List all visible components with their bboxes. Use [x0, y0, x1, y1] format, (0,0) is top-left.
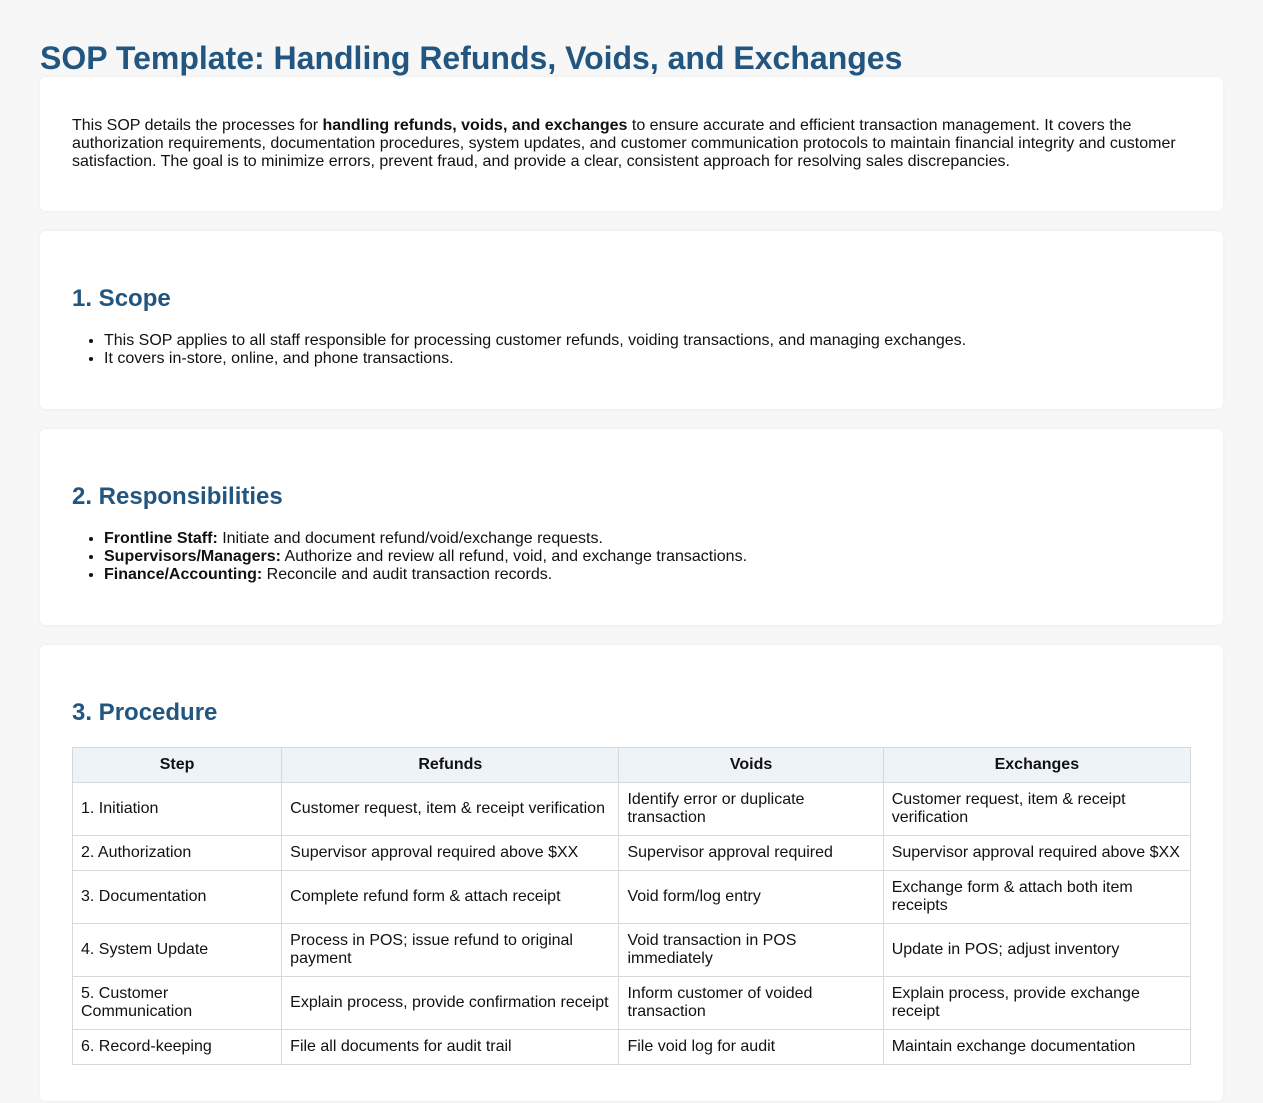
scope-heading: 1. Scope [72, 285, 171, 312]
intro-text-after: to ensure accurate and efficient transaction management. It covers the authorization requirements, documentation procedures, system updates, and customer communication protocols to maintain financial integrity and customer satisfaction. The goal is to minimize errors, prevent fraud, and provide a clear, consistent approach for resolving sales discrepancies. [72, 117, 1176, 170]
table-cell: Explain process, provide confirmation receipt [282, 977, 619, 1030]
table-row [73, 924, 1191, 977]
table-cell: Exchange form & attach both item receipts [883, 871, 1190, 924]
table-row [73, 977, 1191, 1030]
table-cell: Supervisor approval required above $XX [282, 836, 619, 871]
table-row [73, 1030, 1191, 1065]
responsibilities-list [80, 530, 747, 584]
table-cell: 3. Documentation [73, 871, 282, 924]
table-header-row [73, 748, 1191, 783]
role-description: Reconcile and audit transaction records. [262, 566, 553, 583]
responsibilities-heading: 2. Responsibilities [72, 483, 283, 510]
intro-card [40, 77, 1223, 211]
table-cell: File void log for audit [619, 1030, 883, 1065]
column-header-voids: Voids [619, 748, 883, 783]
table-cell: Explain process, provide exchange receipt [883, 977, 1190, 1030]
table-row [73, 836, 1191, 871]
table-cell: Customer request, item & receipt verification [883, 783, 1190, 836]
table-cell: 5. Customer Communication [73, 977, 282, 1030]
column-header-refunds: Refunds [282, 748, 619, 783]
table-cell: Complete refund form & attach receipt [282, 871, 619, 924]
role-label: Supervisors/Managers: [104, 548, 281, 565]
list-item [104, 548, 747, 566]
table-cell: Update in POS; adjust inventory [883, 924, 1190, 977]
table-cell: Supervisor approval required above $XX [883, 836, 1190, 871]
table-cell: 1. Initiation [73, 783, 282, 836]
column-header-step: Step [73, 748, 282, 783]
list-item: • This SOP applies to all staff responsible for processing customer refunds, voiding transactions, and managing exchanges. [104, 332, 966, 350]
table-cell: 2. Authorization [73, 836, 282, 871]
table-cell: Inform customer of voided transaction [619, 977, 883, 1030]
role-label: Finance/Accounting: [104, 566, 263, 583]
table-cell: Identify error or duplicate transaction [619, 783, 883, 836]
table-cell: 4. System Update [73, 924, 282, 977]
role-description: Authorize and review all refund, void, and exchange transactions. [280, 548, 748, 565]
table-cell: File all documents for audit trail [282, 1030, 619, 1065]
table-row [73, 871, 1191, 924]
table-row [73, 783, 1191, 836]
column-header-exchanges: Exchanges [883, 748, 1190, 783]
responsibilities-card [40, 429, 1223, 625]
table-cell: Void transaction in POS immediately [619, 924, 883, 977]
procedure-table [72, 747, 1191, 1065]
table-cell: Process in POS; issue refund to original payment [282, 924, 619, 977]
intro-paragraph [72, 117, 1192, 171]
scope-card [40, 231, 1223, 409]
role-label: Frontline Staff: [104, 530, 218, 547]
table-cell: Customer request, item & receipt verification [282, 783, 619, 836]
scope-list [80, 332, 966, 368]
list-item [104, 566, 747, 584]
page-title: SOP Template: Handling Refunds, Voids, and Exchanges [40, 40, 903, 76]
procedure-heading: 3. Procedure [72, 699, 218, 726]
table-cell: Maintain exchange documentation [883, 1030, 1190, 1065]
procedure-card [40, 645, 1223, 1101]
intro-text-bold: handling refunds, voids, and exchanges [322, 117, 628, 134]
intro-text-before: This SOP details the processes for [72, 117, 323, 134]
table-cell: Void form/log entry [619, 871, 883, 924]
role-description: Initiate and document refund/void/exchange requests. [217, 530, 603, 547]
table-cell: Supervisor approval required [619, 836, 883, 871]
table-cell: 6. Record-keeping [73, 1030, 282, 1065]
list-item [104, 530, 747, 548]
list-item: • It covers in-store, online, and phone transactions. [104, 350, 966, 368]
